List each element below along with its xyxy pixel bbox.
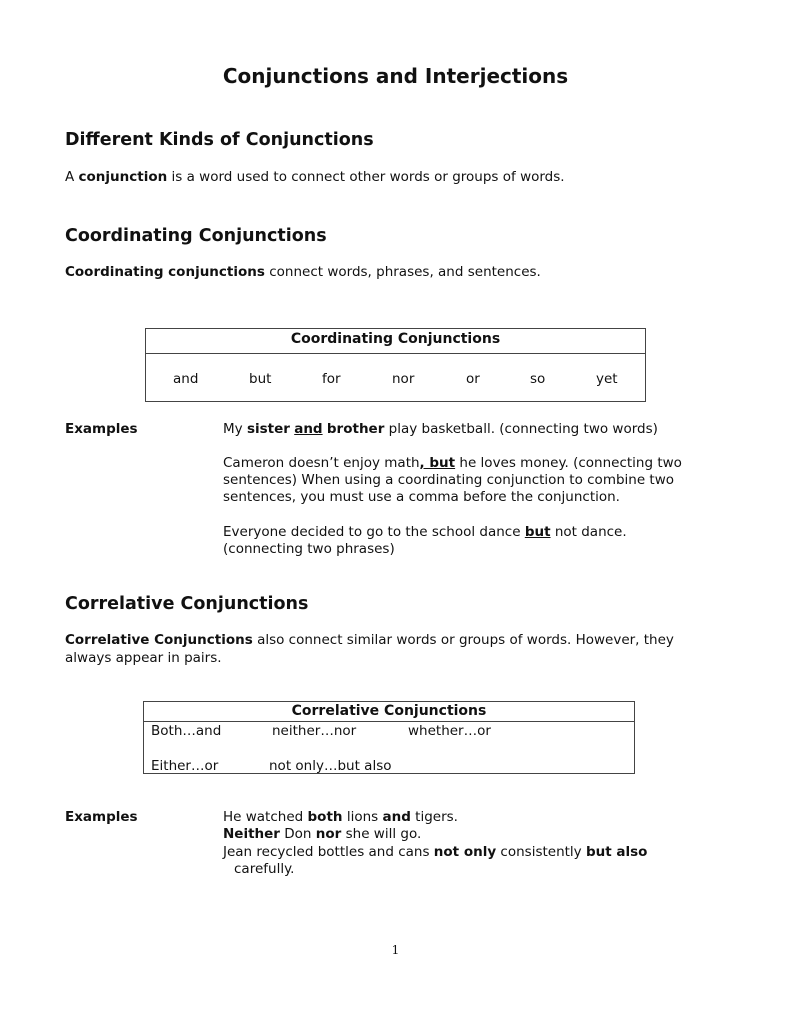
text: My xyxy=(223,421,247,437)
example-sentence xyxy=(223,826,421,843)
correlative-table-heading: Correlative Conjunctions xyxy=(291,703,487,719)
table-divider xyxy=(144,721,634,722)
def-term: conjunction xyxy=(78,169,168,185)
corr-pair: whether…or xyxy=(408,723,491,739)
corr-pair: Both…and xyxy=(151,723,222,739)
conjunction-word: not only xyxy=(433,844,497,860)
correlative-table xyxy=(143,701,635,774)
examples-label: Examples xyxy=(65,809,138,825)
text: He watched xyxy=(223,809,308,825)
def-post: connect words, phrases, and sentences. xyxy=(264,264,541,280)
def-post: is a word used to connect other words or groups of words. xyxy=(167,169,565,185)
def-post: also connect similar words or groups of words. However, they xyxy=(252,632,674,648)
coord-word: yet xyxy=(596,371,618,387)
coord-word: so xyxy=(530,371,546,387)
def-pre: A xyxy=(65,169,79,185)
text: Everyone decided to go to the school dance xyxy=(223,524,525,540)
def-term: Correlative Conjunctions xyxy=(65,632,253,648)
corr-pair: not only…but also xyxy=(269,758,392,774)
text: consistently xyxy=(496,844,586,860)
correlative-definition xyxy=(65,632,674,649)
text: she will go. xyxy=(341,826,422,842)
def-term: Coordinating conjunctions xyxy=(65,264,265,280)
table-divider xyxy=(146,353,645,354)
conjunction-word: but also xyxy=(585,844,648,860)
text: Don xyxy=(279,826,316,842)
text: Jean recycled bottles and cans xyxy=(223,844,434,860)
coordinating-table-heading: Coordinating Conjunctions xyxy=(290,331,501,347)
example-sentence xyxy=(223,809,458,826)
example-sentence-continued: sentences) When using a coordinating conjunction to combine two xyxy=(223,472,675,488)
example-sentence-continued: carefully. xyxy=(234,861,295,877)
heading-correlative: Correlative Conjunctions xyxy=(65,594,309,614)
example-sentence xyxy=(223,524,627,541)
heading-coordinating: Coordinating Conjunctions xyxy=(65,226,327,246)
page-title: Conjunctions and Interjections xyxy=(222,64,569,88)
text: play basketball. (connecting two words) xyxy=(384,421,658,437)
conjunction-word: , but xyxy=(419,455,456,471)
example-sentence-continued: sentences, you must use a comma before the conjunction. xyxy=(223,489,620,505)
conjunction-word: nor xyxy=(315,826,342,842)
conjunction-definition xyxy=(65,169,565,186)
text: he loves money. (connecting two xyxy=(455,455,682,471)
conjunction-word: but xyxy=(524,524,551,540)
page-number: 1 xyxy=(391,943,400,957)
corr-pair: Either…or xyxy=(151,758,219,774)
example-sentence xyxy=(223,421,658,438)
text: not dance. xyxy=(550,524,627,540)
conjunction-word: and xyxy=(382,809,411,825)
example-sentence xyxy=(223,455,682,472)
coord-word: or xyxy=(466,371,480,387)
text: Cameron doesn’t enjoy math xyxy=(223,455,420,471)
text: tigers. xyxy=(410,809,458,825)
example-sentence xyxy=(223,844,647,861)
coord-word: nor xyxy=(392,371,415,387)
conjunction-word: both xyxy=(307,809,343,825)
heading-different-kinds: Different Kinds of Conjunctions xyxy=(65,130,374,150)
coordinating-table xyxy=(145,328,646,402)
coord-word: and xyxy=(173,371,199,387)
example-sentence-continued: (connecting two phrases) xyxy=(223,541,395,557)
conjunction-word: Neither xyxy=(223,826,280,842)
conjunction-word: and xyxy=(294,421,323,437)
bold-word: brother xyxy=(326,421,385,437)
coord-word: for xyxy=(322,371,341,387)
bold-word: sister xyxy=(246,421,290,437)
text: lions xyxy=(342,809,383,825)
coord-word: but xyxy=(249,371,272,387)
corr-pair: neither…nor xyxy=(272,723,357,739)
examples-label: Examples xyxy=(65,421,138,437)
coordinating-definition xyxy=(65,264,541,281)
correlative-definition-continued: always appear in pairs. xyxy=(65,650,222,666)
